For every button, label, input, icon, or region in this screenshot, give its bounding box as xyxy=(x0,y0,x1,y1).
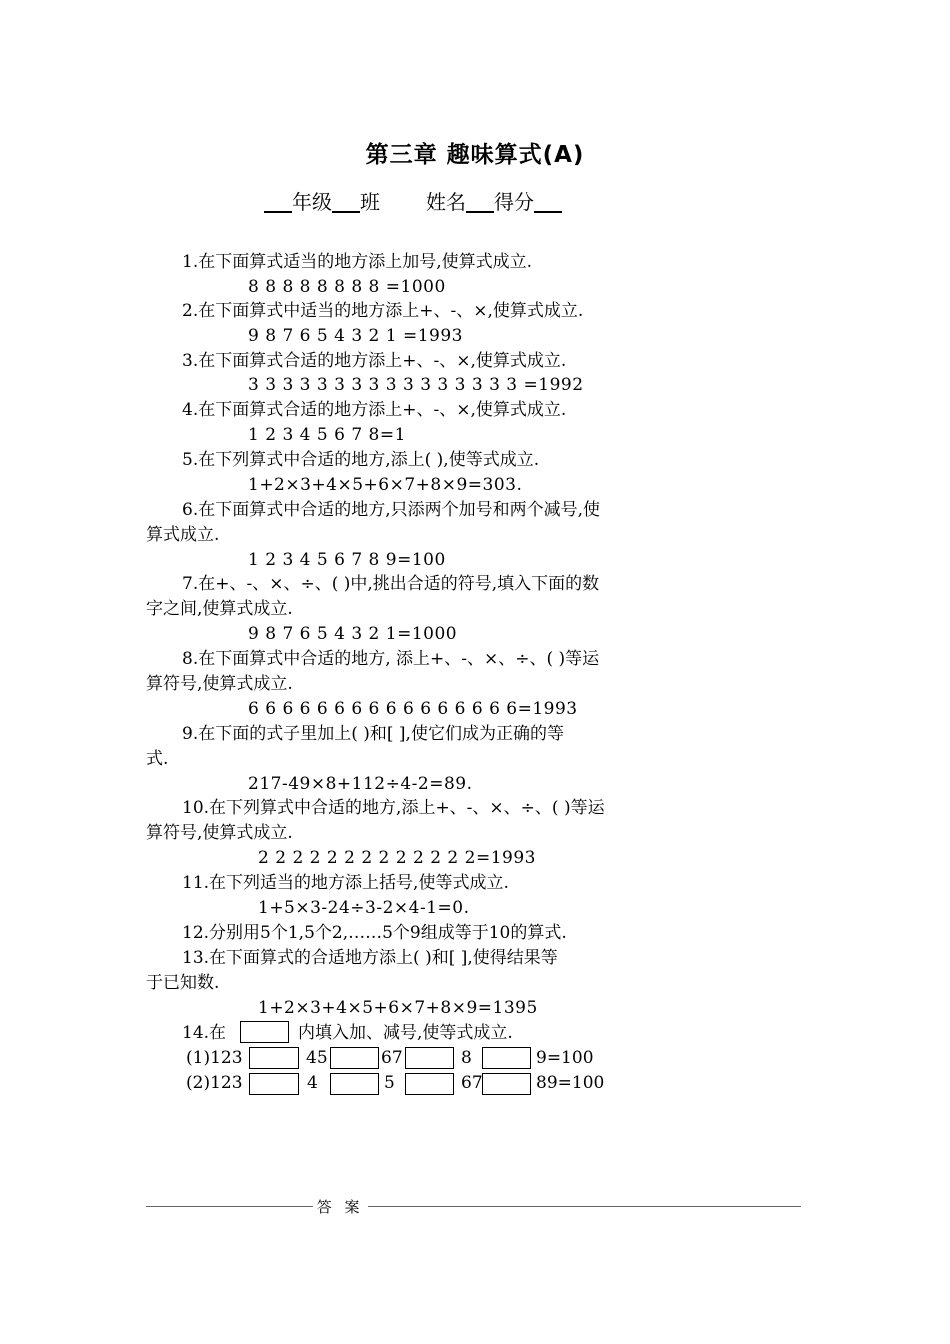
question-13-cont: 于已知数. xyxy=(146,973,220,993)
question-11: 11.在下列适当的地方添上括号,使等式成立. xyxy=(182,873,509,893)
question-8-cont: 算符号,使算式成立. xyxy=(146,674,293,694)
question-10-cont: 算符号,使算式成立. xyxy=(146,823,293,843)
equation-4: 1 2 3 4 5 6 7 8=1 xyxy=(248,425,406,445)
q14-row1-term: 8 xyxy=(461,1048,472,1068)
divider-rule-left xyxy=(146,1206,313,1207)
q14-row1-term: 9=100 xyxy=(536,1048,594,1068)
equation-3: 3 3 3 3 3 3 3 3 3 3 3 3 3 3 3 3 =1992 xyxy=(248,375,584,395)
question-7-cont: 字之间,使算式成立. xyxy=(146,599,293,619)
q14-row2-term: 5 xyxy=(384,1073,395,1093)
question-9: 9.在下面的式子里加上( )和[ ],使它们成为正确的等 xyxy=(182,724,564,744)
answer-label: 答 案 xyxy=(316,1198,364,1216)
question-9-cont: 式. xyxy=(146,749,169,769)
q14-row1-term: 67 xyxy=(381,1048,403,1068)
answer-box[interactable] xyxy=(405,1047,454,1069)
question-14-suffix: 内填入加、减号,使等式成立. xyxy=(298,1023,513,1043)
question-4: 4.在下面算式合适的地方添上+、-、×,使算式成立. xyxy=(182,400,567,420)
answer-box[interactable] xyxy=(482,1047,531,1069)
equation-8: 6 6 6 6 6 6 6 6 6 6 6 6 6 6 6 6=1993 xyxy=(248,699,578,719)
example-answer-box xyxy=(240,1021,289,1043)
answer-box[interactable] xyxy=(249,1047,299,1069)
equation-13: 1+2×3+4×5+6×7+8×9=1395 xyxy=(258,998,538,1018)
answer-box[interactable] xyxy=(330,1047,379,1069)
page-title: 第三章 趣味算式(A) xyxy=(365,142,585,168)
question-2: 2.在下面算式中适当的地方添上+、-、×,使算式成立. xyxy=(182,301,584,321)
answer-divider xyxy=(146,1196,801,1217)
question-3: 3.在下面算式合适的地方添上+、-、×,使算式成立. xyxy=(182,351,567,371)
student-info-line xyxy=(264,186,562,215)
divider-rule-right xyxy=(368,1206,801,1207)
q14-row2-term: (2)123 xyxy=(186,1073,243,1093)
q14-row1-term: 45 xyxy=(306,1048,328,1068)
equation-2: 9 8 7 6 5 4 3 2 1 =1993 xyxy=(248,326,463,346)
question-13: 13.在下面算式的合适地方添上( )和[ ],使得结果等 xyxy=(182,948,558,968)
answer-box[interactable] xyxy=(330,1073,379,1095)
class-blank[interactable] xyxy=(332,191,360,213)
q14-row2-term: 67 xyxy=(461,1073,483,1093)
equation-9: 217-49×8+112÷4-2=89. xyxy=(248,774,473,794)
question-7: 7.在+、-、×、÷、( )中,挑出合适的符号,填入下面的数 xyxy=(182,574,600,594)
question-10: 10.在下列算式中合适的地方,添上+、-、×、÷、( )等运 xyxy=(182,798,605,818)
class-label: 班 xyxy=(360,190,380,214)
equation-6: 1 2 3 4 5 6 7 8 9=100 xyxy=(248,550,446,570)
question-5: 5.在下列算式中合适的地方,添上( ),使等式成立. xyxy=(182,450,540,470)
name-blank[interactable] xyxy=(466,191,494,213)
question-6-cont: 算式成立. xyxy=(146,525,220,545)
question-8: 8.在下面算式中合适的地方, 添上+、-、×、÷、( )等运 xyxy=(182,649,600,669)
equation-10: 2 2 2 2 2 2 2 2 2 2 2 2 2=1993 xyxy=(258,848,536,868)
score-label: 得分 xyxy=(494,190,534,214)
q14-row2-term: 89=100 xyxy=(536,1073,605,1093)
name-label: 姓名 xyxy=(426,190,466,214)
question-6: 6.在下面算式中合适的地方,只添两个加号和两个减号,使 xyxy=(182,500,601,520)
question-14-prefix: 14.在 xyxy=(182,1023,227,1043)
grade-label: 年级 xyxy=(292,190,332,214)
equation-7: 9 8 7 6 5 4 3 2 1=1000 xyxy=(248,624,458,644)
answer-box[interactable] xyxy=(405,1073,454,1095)
score-blank[interactable] xyxy=(534,191,562,213)
answer-box[interactable] xyxy=(482,1073,531,1095)
equation-11: 1+5×3-24÷3-2×4-1=0. xyxy=(258,898,470,918)
question-1: 1.在下面算式适当的地方添上加号,使算式成立. xyxy=(182,252,533,272)
question-12: 12.分别用5个1,5个2,……5个9组成等于10的算式. xyxy=(182,923,567,943)
q14-row2-term: 4 xyxy=(307,1073,318,1093)
equation-5: 1+2×3+4×5+6×7+8×9=303. xyxy=(248,475,523,495)
q14-row1-term: (1)123 xyxy=(186,1048,243,1068)
equation-1: 8 8 8 8 8 8 8 8 =1000 xyxy=(248,277,446,297)
grade-blank[interactable] xyxy=(264,191,292,213)
answer-box[interactable] xyxy=(249,1073,299,1095)
